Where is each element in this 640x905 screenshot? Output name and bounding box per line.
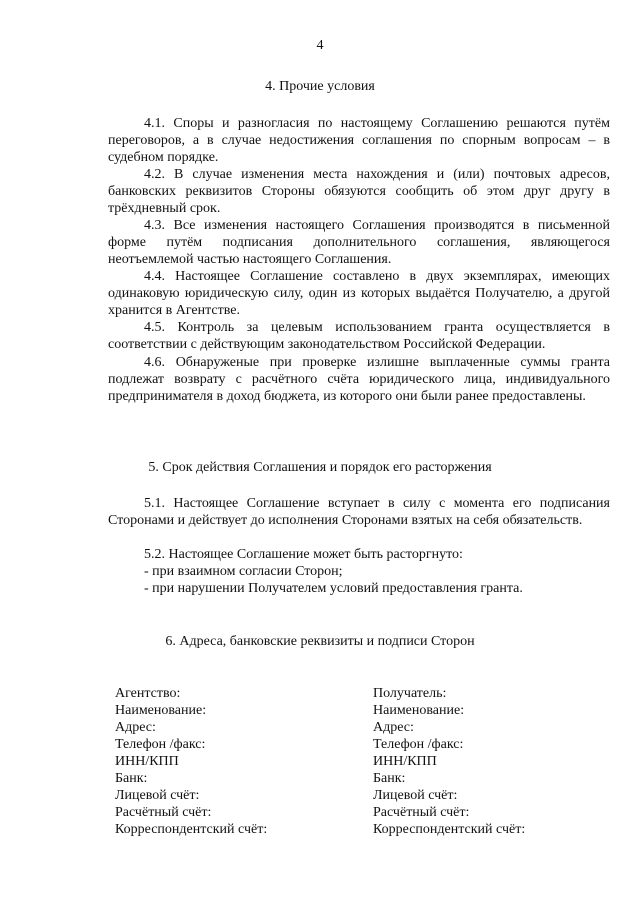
agency-bank-label: Банк: [115,771,148,786]
agency-address-label: Адрес: [115,720,156,735]
agency-settlement-account-label: Расчётный счёт: [115,805,212,820]
recipient-phone-label: Телефон /факс: [373,737,464,752]
section-6-title: 6. Адреса, банковские реквизиты и подписи Сторон [165,634,475,649]
recipient-personal-account-label: Лицевой счёт: [373,788,458,803]
agency-corr-account-label: Корреспондентский счёт: [115,822,268,837]
recipient-inn-label: ИНН/КПП [373,754,437,769]
clause-5-1: 5.1. Настоящее Соглашение вступает в силу с момента его подписания Сторонами и действует до исполнения Сторонами взятых на себя обязательств. [108,496,610,528]
bullet-mutual-consent: - при взаимном согласии Сторон; [144,564,343,579]
recipient-details [373,685,525,838]
clause-4-6: 4.6. Обнаруженые при проверке излишне выплаченные суммы гранта подлежат возврату с расчётного счёта юридического лица, индивидуального предпринимателя в доход бюджета, из которого они были ранее предоставлены. [108,355,610,404]
page-number: 4 [316,38,324,53]
bullet-violation: - при нарушении Получателем условий предоставления гранта. [144,581,523,596]
clause-4-3: 4.3. Все изменения настоящего Соглашения производятся в письменной форме путём подписания дополнительного соглашения, являющегося неотъемлемой частью настоящего Соглашения. [108,218,610,267]
agency-inn-label: ИНН/КПП [115,754,179,769]
recipient-corr-account-label: Корреспондентский счёт: [373,822,526,837]
recipient-settlement-account-label: Расчётный счёт: [373,805,470,820]
recipient-address-label: Адрес: [373,720,414,735]
section-4-title: 4. Прочие условия [265,79,375,94]
agency-phone-label: Телефон /факс: [115,737,206,752]
agency-name-label: Наименование: [115,703,207,718]
clause-4-2: 4.2. В случае изменения места нахождения и (или) почтовых адресов, банковских реквизитов Стороны обязуются сообщить об этом друг другу в трёхдневный срок. [108,167,610,216]
clause-5-2: 5.2. Настоящее Соглашение может быть расторгнуто: [144,547,463,562]
recipient-name-label: Наименование: [373,703,465,718]
clause-4-5: 4.5. Контроль за целевым использованием гранта осуществляется в соответствии с действующим законодательством Российской Федерации. [108,320,610,352]
clause-4-1: 4.1. Споры и разногласия по настоящему Соглашению решаются путём переговоров, а в случае недостижения соглашения по спорным вопросам – в судебном порядке. [108,116,610,165]
section-5-title: 5. Срок действия Соглашения и порядок его расторжения [148,460,492,475]
agency-personal-account-label: Лицевой счёт: [115,788,200,803]
agency-details [115,685,267,838]
recipient-bank-label: Банк: [373,771,406,786]
clause-4-4: 4.4. Настоящее Соглашение составлено в двух экземплярах, имеющих одинаковую юридическую силу, один из которых выдаётся Получателю, а другой хранится в Агентстве. [108,269,610,318]
recipient-label: Получатель: [373,686,447,701]
agency-label: Агентство: [115,686,181,701]
